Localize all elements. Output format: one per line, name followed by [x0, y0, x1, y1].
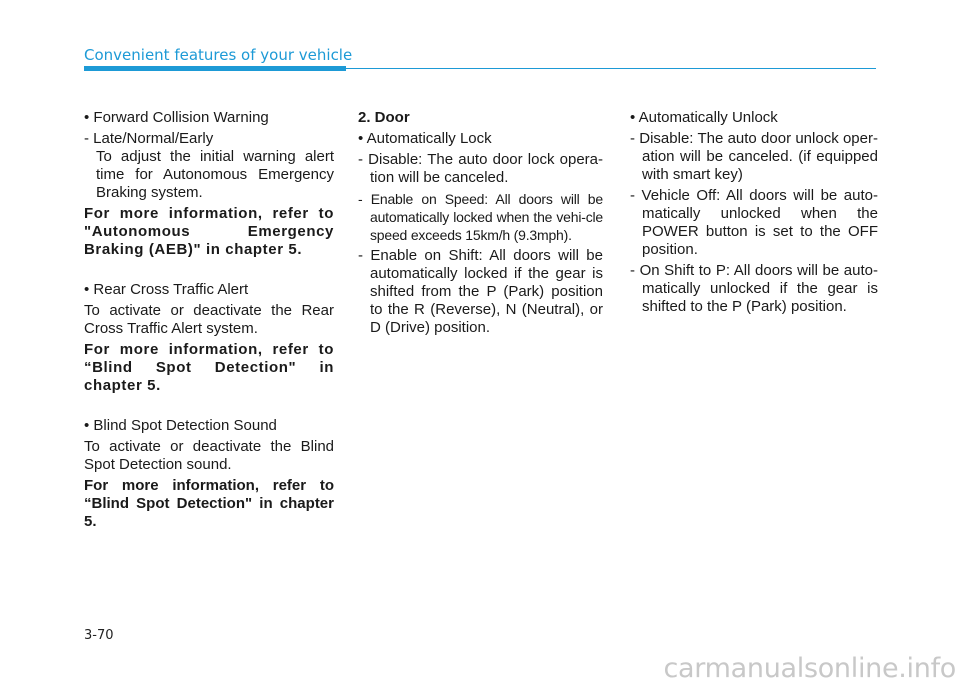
auto-lock-disable: - Disable: The auto door lock opera-tion will be canceled.: [358, 151, 603, 186]
auto-lock-enable-speed: - Enable on Speed: All doors will be automatically locked when the vehi-cle speed exceeds 15km/h (9.3mph).: [358, 191, 603, 243]
bsd-reference: For more information, refer to “Blind Spot Detection" in chapter 5.: [84, 477, 334, 530]
fcw-bullet: • Forward Collision Warning: [84, 109, 269, 126]
column-middle: [358, 109, 603, 340]
fcw-description: To adjust the initial warning alert time for Autonomous Emergency Braking system.: [96, 148, 334, 201]
fcw-reference: For more information, refer to "Autonomous Emergency Braking (AEB)" in chapter 5.: [84, 205, 334, 258]
auto-lock-enable-shift: - Enable on Shift: All doors will be automatically locked if the gear is shifted from the P (Park) position to the R (Reverse), N (Neutral), or D (Drive) position.: [358, 247, 603, 336]
rcta-bullet: • Rear Cross Traffic Alert: [84, 281, 249, 298]
watermark: carmanualsonline.info: [663, 653, 956, 684]
auto-unlock-vehicle-off: - Vehicle Off: All doors will be auto-matically unlocked when the POWER button is set to the OFF position.: [630, 187, 878, 258]
header-rule-thin: [346, 68, 876, 69]
rcta-reference: For more information, refer to “Blind Spot Detection" in chapter 5.: [84, 341, 334, 394]
rcta-description: To activate or deactivate the Rear Cross Traffic Alert system.: [84, 302, 334, 337]
auto-unlock-shift-to-p: - On Shift to P: All doors will be auto-matically unlocked if the gear is shifted to the P (Park) position.: [630, 262, 878, 315]
column-left: [84, 109, 334, 531]
fcw-option: - Late/Normal/Early: [84, 130, 214, 147]
auto-unlock-bullet: • Automatically Unlock: [630, 109, 778, 126]
header-title: Convenient features of your vehicle: [84, 46, 353, 64]
page-number: 3-70: [84, 628, 114, 643]
bsd-bullet: • Blind Spot Detection Sound: [84, 417, 277, 434]
auto-lock-bullet: • Automatically Lock: [358, 130, 492, 147]
column-right: [630, 109, 878, 319]
door-heading: 2. Door: [358, 109, 410, 126]
auto-unlock-disable: - Disable: The auto door unlock oper-ation will be canceled. (if equipped with smart key): [630, 130, 878, 183]
header-rule-thick: [84, 66, 346, 71]
bsd-description: To activate or deactivate the Blind Spot Detection sound.: [84, 438, 334, 473]
